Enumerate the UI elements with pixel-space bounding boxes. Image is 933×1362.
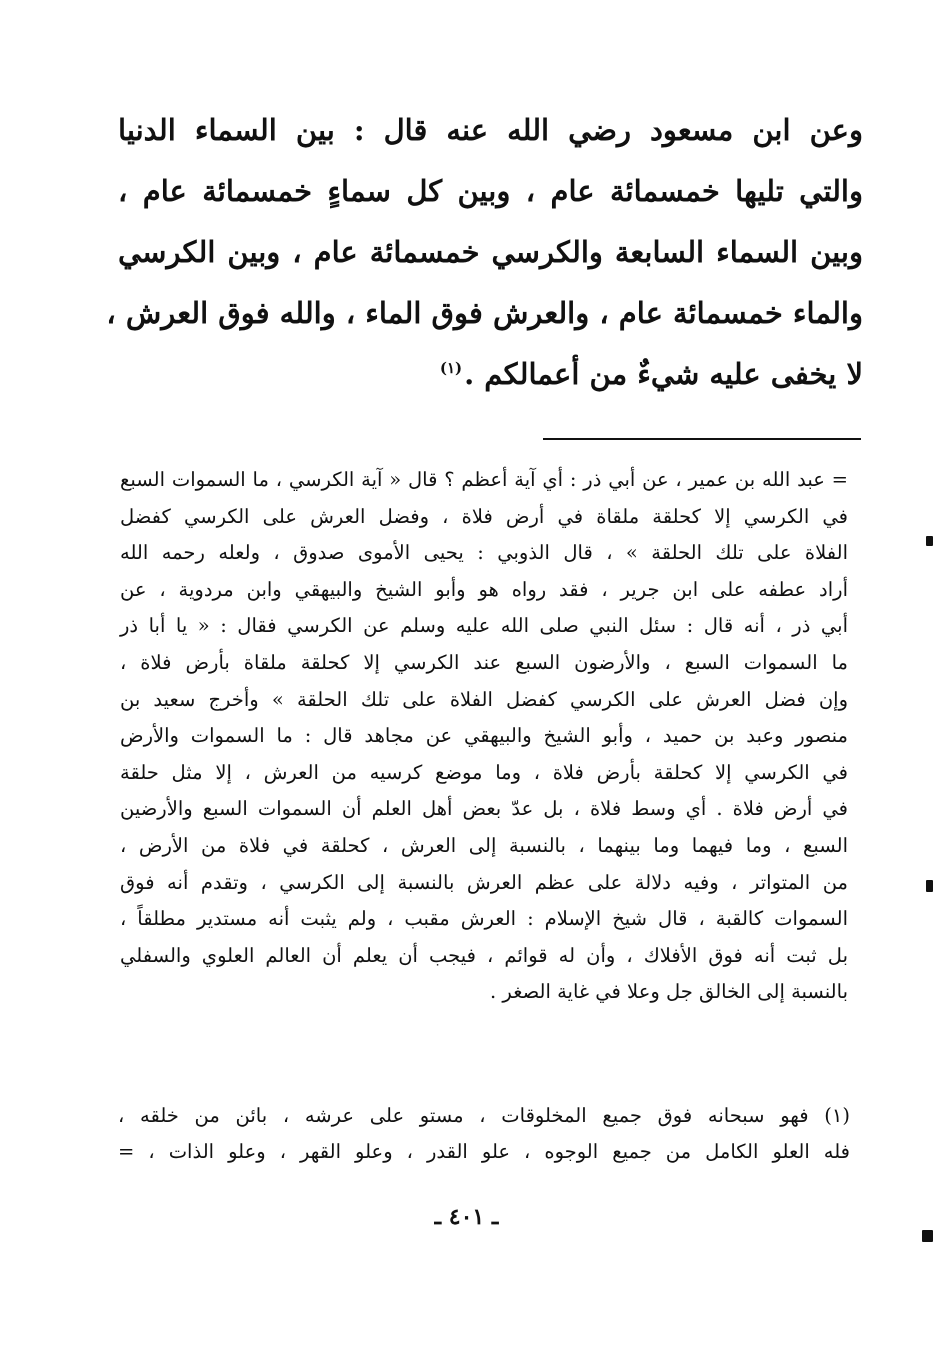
body-line: والماء خمسمائة عام ، والعرش فوق الماء ، والله فوق العرش ، [106,296,863,330]
footnote-line: وإن فضل العرش على الكرسي كفضل الفلاة على تلك الحلقة » وأخرج سعيد بن [120,687,848,711]
margin-mark [922,1230,933,1242]
margin-mark [926,536,933,546]
footnote-line: السبع ، وما فيهما وما بينهما ، بالنسبة إلى العرش ، كحلقة في فلاة من الأرض ، [120,833,848,857]
body-line: وعن ابن مسعود رضي الله عنه قال : بين السماء الدنيا [118,113,863,147]
footnote-line: أراد عطفه على ابن جرير ، فقد رواه هو وأبو الشيخ والبيهقي وابن مردوية ، عن [120,577,848,601]
body-line: والتي تليها خمسمائة عام ، وبين كل سماءٍ خمسمائة عام ، [118,174,863,208]
main-body-text [106,100,863,405]
footnote-line: في الكرسي إلا كحلقة ملقاة في أرض فلاة ، وفضل العرش على الكرسي كفضل [120,504,848,528]
body-line-text: لا يخفى عليه شيءٌ من أعمالكم . [464,357,863,391]
body-line-last [118,344,863,405]
footnote-line: (١) فهو سبحانه فوق جميع المخلوقات ، مستو على عرشه ، بائن من خلقه ، [118,1104,850,1127]
footnote-marker: (١) [439,359,463,378]
footnote-separator [543,438,861,440]
footnote-line: بالنسبة إلى الخالق جل وعلا في غاية الصغر . [490,980,848,1004]
footnote-one [118,1098,850,1170]
margin-mark [926,880,933,892]
footnote-line: ما السموات السبع ، والأرضون السبع عند الكرسي إلا كحلقة ملقاة بأرض فلاة ، [120,650,848,674]
footnote-line: بل ثبت أنه فوق الأفلاك ، وأن له قوائم ، فيجب أن يعلم أن العالم العلوي والسفلي [120,943,848,967]
footnote-line: منصور وعبد بن حميد ، وأبو الشيخ والبيهقي عن مجاهد قال : ما السموات والأرض [120,724,848,748]
page-number: ـ ٤٠١ ـ [434,1204,499,1230]
footnote-line: في أرض فلاة . أي وسط فلاة ، بل عدّ بعض أهل العلم أن السموات السبع والأرضين [120,797,848,821]
body-line: وبين السماء السابعة والكرسي خمسمائة عام ، وبين الكرسي [118,235,863,269]
footnote-line: الفلاة على تلك الحلقة » ، قال الذوبي : يحيى الأموى صدوق ، ولعله رحمه الله [120,541,848,565]
footnote-line: فله العلو الكامل من جميع الوجوه ، علو القدر ، وعلو القهر ، وعلو الذات ، = [118,1140,850,1163]
footnote-line: السموات كالقبة ، قال شيخ الإسلام : العرش مقبب ، ولم يثبت أنه مستدير مطلقاً ، [120,907,848,931]
footnote-line: = عبد الله بن عمير ، عن أبي ذر : أي آية أعظم ؟ قال « آية الكرسي ، ما السموات السبع [120,468,848,491]
footnote-continued [120,462,848,1011]
footnote-line: من المتواتر ، وفيه دلالة على عظم العرش بالنسبة إلى الكرسي ، وتقدم أنه فوق [120,870,848,894]
footnote-line: أبي ذر ، أنه قال : سئل النبي صلى الله عليه وسلم عن الكرسي فقال : « يا أبا ذر [120,614,848,638]
footnote-line: في الكرسي إلا كحلقة بأرض فلاة ، وما موضع كرسيه من العرش ، إلا مثل حلقة [120,760,848,784]
